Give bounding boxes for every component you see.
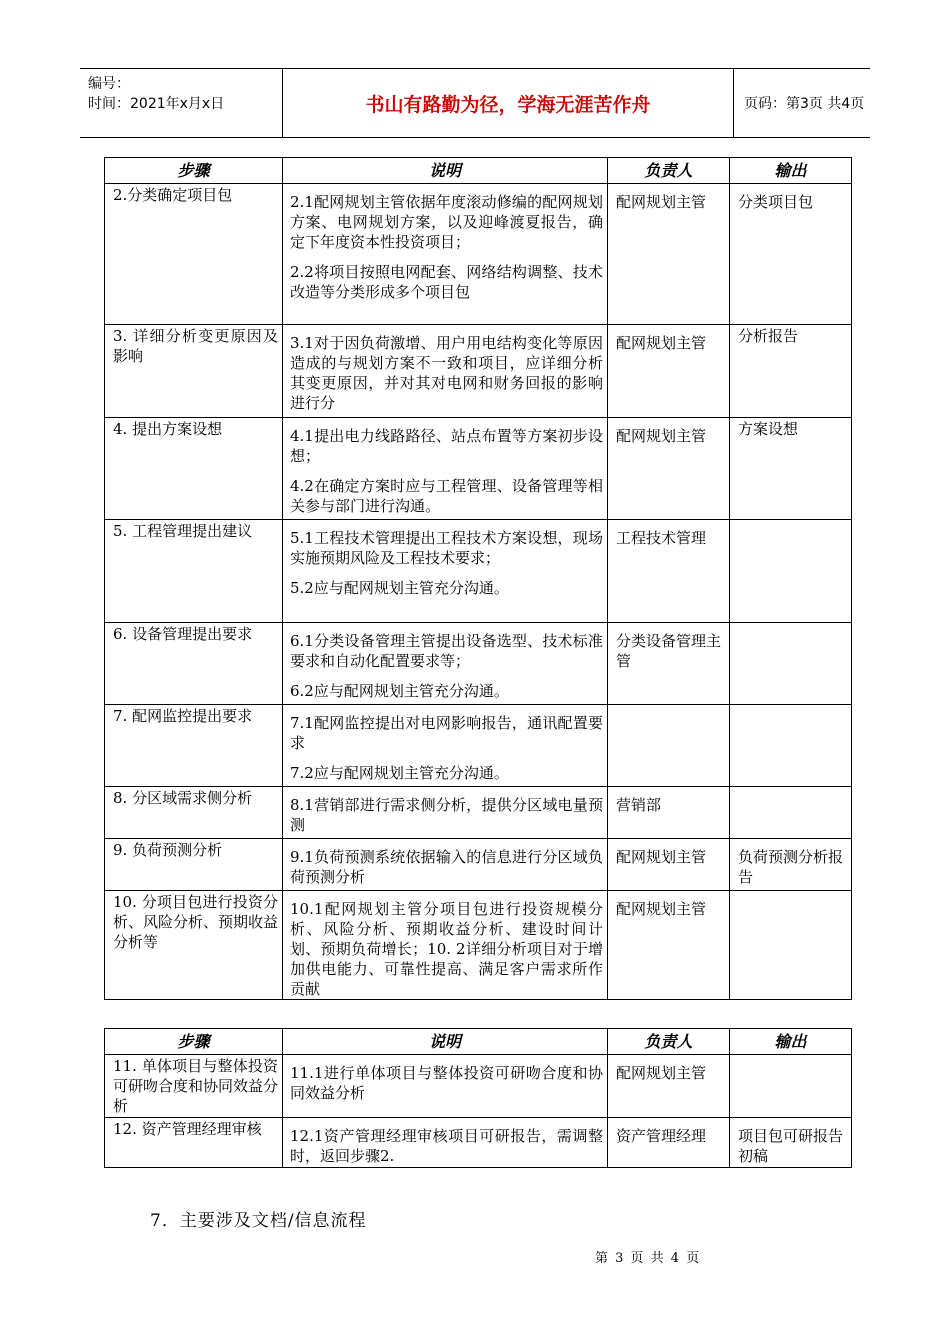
desc-item: 5.2应与配网规划主管充分沟通。 bbox=[290, 579, 509, 597]
owner-cell: 配网规划主管 bbox=[608, 891, 730, 1000]
section-heading: 7．主要涉及文档/信息流程 bbox=[150, 1211, 367, 1231]
desc-item: 8.1营销部进行需求侧分析，提供分区域电量预测 bbox=[290, 796, 603, 834]
desc-item: 12.1资产管理经理审核项目可研报告，需调整时，返回步骤2. bbox=[290, 1127, 603, 1165]
col-header-desc: 说明 bbox=[283, 158, 608, 184]
table-header-row bbox=[105, 1029, 852, 1055]
step-cell: 11. 单体项目与整体投资可研吻合度和协同效益分析 bbox=[105, 1055, 283, 1118]
output-cell: 负荷预测分析报告 bbox=[730, 839, 852, 891]
output-cell bbox=[730, 1055, 852, 1118]
desc-item: 3.1对于因负荷激增、用户用电结构变化等原因造成的与规划方案不一致和项目，应详细分析其变更原因，并对其对电网和财务回报的影响进行分 bbox=[290, 334, 603, 412]
step-cell: 9. 负荷预测分析 bbox=[105, 839, 283, 891]
owner-cell: 配网规划主管 bbox=[608, 1055, 730, 1118]
table-row bbox=[105, 1118, 852, 1168]
step-cell: 8. 分区域需求侧分析 bbox=[105, 787, 283, 839]
desc-cell bbox=[283, 839, 608, 891]
owner-cell bbox=[608, 705, 730, 787]
desc-item: 7.2应与配网规划主管充分沟通。 bbox=[290, 764, 509, 782]
step-cell: 4. 提出方案设想 bbox=[105, 418, 283, 520]
date-label: 时间：2021年x月x日 bbox=[88, 96, 225, 112]
page-footer: 第 3 页 共 4 页 bbox=[595, 1251, 700, 1266]
owner-cell: 配网规划主管 bbox=[608, 184, 730, 325]
desc-cell bbox=[283, 623, 608, 705]
output-cell bbox=[730, 623, 852, 705]
col-header-owner: 负责人 bbox=[608, 1029, 730, 1055]
page-header bbox=[80, 68, 870, 138]
step-cell: 10. 分项目包进行投资分析、风险分析、预期收益分析等 bbox=[105, 891, 283, 1000]
table-row bbox=[105, 705, 852, 787]
col-header-owner: 负责人 bbox=[608, 158, 730, 184]
header-motto: 书山有路勤为径，学海无涯苦作舟 bbox=[283, 69, 734, 137]
output-cell bbox=[730, 520, 852, 623]
desc-item: 5.1工程技术管理提出工程技术方案设想，现场实施预期风险及工程技术要求； bbox=[290, 529, 603, 567]
owner-cell: 营销部 bbox=[608, 787, 730, 839]
table-row bbox=[105, 1055, 852, 1118]
table-row bbox=[105, 623, 852, 705]
desc-cell bbox=[283, 418, 608, 520]
output-cell: 分析报告 bbox=[730, 325, 852, 418]
step-cell: 2.分类确定项目包 bbox=[105, 184, 283, 325]
header-meta bbox=[80, 69, 283, 137]
output-cell: 分类项目包 bbox=[730, 184, 852, 325]
desc-item: 6.1分类设备管理主管提出设备选型、技术标准要求和自动化配置要求等； bbox=[290, 632, 603, 670]
step-cell: 7. 配网监控提出要求 bbox=[105, 705, 283, 787]
step-cell: 5. 工程管理提出建议 bbox=[105, 520, 283, 623]
owner-cell: 分类设备管理主管 bbox=[608, 623, 730, 705]
col-header-step: 步骤 bbox=[105, 1029, 283, 1055]
step-cell: 12. 资产管理经理审核 bbox=[105, 1118, 283, 1168]
desc-item: 4.2在确定方案时应与工程管理、设备管理等相关参与部门进行沟通。 bbox=[290, 477, 603, 515]
output-cell bbox=[730, 891, 852, 1000]
step-cell: 3. 详细分析变更原因及影响 bbox=[105, 325, 283, 418]
table-row bbox=[105, 184, 852, 325]
owner-cell: 配网规划主管 bbox=[608, 418, 730, 520]
col-header-step: 步骤 bbox=[105, 158, 283, 184]
col-header-output: 输出 bbox=[730, 1029, 852, 1055]
desc-cell bbox=[283, 184, 608, 325]
desc-item: 4.1提出电力线路路径、站点布置等方案初步设想； bbox=[290, 427, 603, 465]
output-cell bbox=[730, 705, 852, 787]
desc-item: 7.1配网监控提出对电网影响报告，通讯配置要求 bbox=[290, 714, 603, 752]
col-header-desc: 说明 bbox=[283, 1029, 608, 1055]
table-header-row bbox=[105, 158, 852, 184]
owner-cell: 工程技术管理 bbox=[608, 520, 730, 623]
table-row bbox=[105, 891, 852, 1000]
process-table-2 bbox=[104, 1028, 852, 1168]
desc-cell bbox=[283, 891, 608, 1000]
table-row bbox=[105, 787, 852, 839]
desc-cell bbox=[283, 787, 608, 839]
owner-cell: 配网规划主管 bbox=[608, 839, 730, 891]
desc-item: 2.2将项目按照电网配套、网络结构调整、技术改造等分类形成多个项目包 bbox=[290, 263, 603, 301]
owner-cell: 资产管理经理 bbox=[608, 1118, 730, 1168]
step-cell: 6. 设备管理提出要求 bbox=[105, 623, 283, 705]
table-row bbox=[105, 520, 852, 623]
desc-cell bbox=[283, 705, 608, 787]
col-header-output: 输出 bbox=[730, 158, 852, 184]
output-cell: 项目包可研报告初稿 bbox=[730, 1118, 852, 1168]
table-row bbox=[105, 325, 852, 418]
desc-item: 9.1负荷预测系统依据输入的信息进行分区域负荷预测分析 bbox=[290, 848, 603, 886]
desc-item: 2.1配网规划主管依据年度滚动修编的配网规划方案、电网规划方案，以及迎峰渡夏报告，确定下年度资本性投资项目； bbox=[290, 193, 603, 251]
table-row bbox=[105, 839, 852, 891]
desc-item: 11.1进行单体项目与整体投资可研吻合度和协同效益分析 bbox=[290, 1064, 603, 1102]
owner-cell: 配网规划主管 bbox=[608, 325, 730, 418]
output-cell bbox=[730, 787, 852, 839]
number-label: 编号： bbox=[88, 76, 130, 92]
output-cell: 方案设想 bbox=[730, 418, 852, 520]
desc-cell bbox=[283, 1118, 608, 1168]
process-table-1 bbox=[104, 157, 852, 1000]
header-page-info: 页码：第3页 共4页 bbox=[744, 96, 865, 112]
desc-cell bbox=[283, 1055, 608, 1118]
desc-cell bbox=[283, 325, 608, 418]
desc-item: 6.2应与配网规划主管充分沟通。 bbox=[290, 682, 509, 700]
desc-item: 10.1配网规划主管分项目包进行投资规模分析、风险分析、预期收益分析、建设时间计划、预期负荷增长；10. 2详细分析项目对于增加供电能力、可靠性提高、满足客户需求所作贡献 bbox=[290, 900, 603, 998]
desc-cell bbox=[283, 520, 608, 623]
table-row bbox=[105, 418, 852, 520]
